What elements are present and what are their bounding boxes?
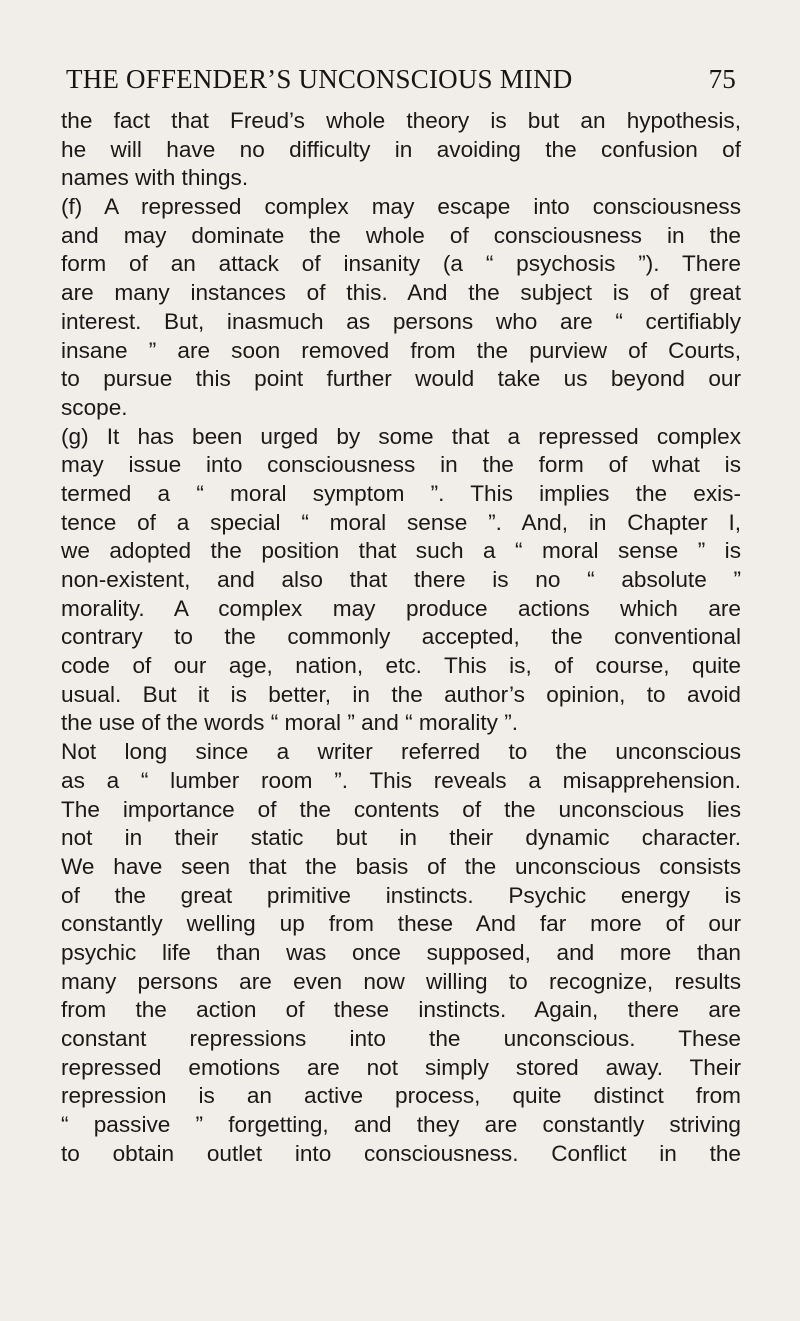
text-line: from the action of these instincts. Again, there are	[61, 997, 741, 1023]
text-line: non-existent, and also that there is no “ absolute ”	[61, 567, 741, 592]
text-line: (f) A repressed complex may escape into consciousness	[61, 194, 741, 220]
text-line: we adopted the position that such a “ moral sense ” is	[61, 538, 741, 564]
text-line: “ passive ” forgetting, and they are constantly striving	[61, 1112, 741, 1138]
text-line: contrary to the commonly accepted, the conventional	[61, 624, 741, 650]
text-line: to pursue this point further would take us beyond our	[61, 366, 741, 392]
text-line: insane ” are soon removed from the purview of Courts,	[61, 337, 741, 363]
text-line: constant repressions into the unconscious. These	[61, 1026, 741, 1051]
text-line: names with things.	[61, 165, 249, 191]
text-line: not in their static but in their dynamic character.	[61, 825, 741, 851]
text-line: tence of a special “ moral sense ”. And, in Chapter I,	[61, 509, 741, 535]
text-line: We have seen that the basis of the unconscious consists	[61, 853, 741, 879]
text-line: are many instances of this. And the subject is of great	[61, 280, 741, 306]
text-line: the use of the words “ moral ” and “ morality ”.	[61, 710, 519, 736]
running-head	[66, 64, 736, 104]
text-line: usual. But it is better, in the author’s opinion, to avoid	[61, 681, 741, 707]
text-line: as a “ lumber room ”. This reveals a misapprehension.	[61, 767, 741, 793]
text-line: the fact that Freud’s whole theory is but an hypothesis,	[61, 108, 741, 133]
text-line: Not long since a writer referred to the unconscious	[61, 739, 741, 765]
text-line: termed a “ moral symptom ”. This implies the exis-	[61, 480, 741, 506]
text-line: (g) It has been urged by some that a repressed complex	[61, 423, 741, 449]
text-line: interest. But, inasmuch as persons who are “ certifiably	[61, 308, 741, 334]
body-text	[61, 107, 741, 1168]
text-line: constantly welling up from these And far more of our	[61, 911, 741, 937]
text-line: form of an attack of insanity (a “ psychosis ”). There	[61, 251, 741, 277]
text-line: psychic life than was once supposed, and more than	[61, 939, 741, 965]
text-line: many persons are even now willing to recognize, results	[61, 968, 741, 994]
page-number: 75	[708, 64, 736, 94]
text-line: The importance of the contents of the unconscious lies	[61, 796, 741, 822]
text-line: scope.	[61, 394, 128, 420]
text-line: may issue into consciousness in the form of what is	[61, 452, 741, 478]
text-line: and may dominate the whole of consciousness in the	[61, 222, 741, 248]
text-line: code of our age, nation, etc. This is, of course, quite	[61, 653, 741, 679]
text-line: repressed emotions are not simply stored away. Their	[61, 1054, 741, 1080]
text-line: repression is an active process, quite distinct from	[61, 1083, 741, 1109]
text-line: of the great primitive instincts. Psychic energy is	[61, 882, 741, 908]
text-line: morality. A complex may produce actions which are	[61, 595, 741, 621]
text-line: he will have no difficulty in avoiding the confusion of	[61, 136, 741, 162]
running-head-title: THE OFFENDER’S UNCONSCIOUS MIND	[66, 64, 573, 94]
text-line: to obtain outlet into consciousness. Conflict in the	[61, 1140, 741, 1166]
